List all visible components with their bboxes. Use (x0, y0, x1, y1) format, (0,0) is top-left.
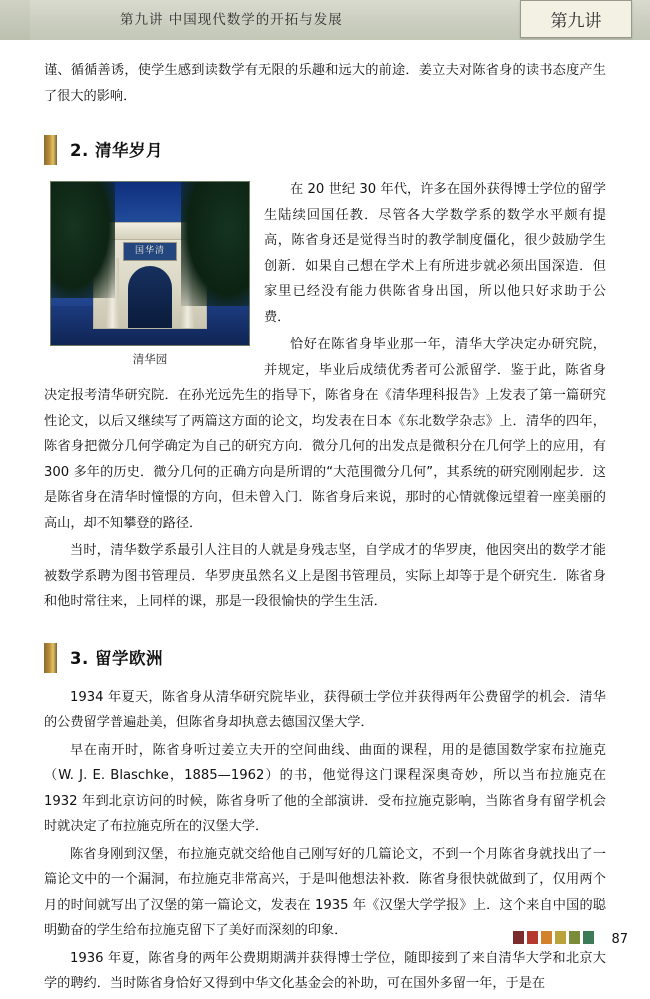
section-number-2: 2. (70, 141, 89, 160)
chapter-stamp-text: 第九讲 (550, 11, 602, 32)
section-2-paragraph-1: 在 20 世纪 30 年代，许多在国外获得博士学位的留学生陆续回国任教．尽管各大学数学系的数学水平颇有提高，陈省身还是觉得当时的教学制度僵化，很少鼓励学生创新．如果自己想在学术上有所进步就必须出国深造．但家里已经没有能力供陈省身出国，所以他只好求助于公费． (264, 182, 606, 325)
footer-color-swatches (513, 931, 594, 944)
section-name-2: 清华岁月 (95, 141, 163, 160)
figure-caption: 清华园 (132, 352, 168, 366)
section-name-3: 留学欧洲 (95, 648, 163, 668)
footer-swatch (527, 931, 538, 944)
footer-swatch (513, 931, 524, 944)
figure-tree-left (50, 181, 115, 298)
figure-tsinghua-garden (50, 181, 250, 367)
section-3-paragraph-4: 1936 年夏，陈省身的两年公费期期满并获得博士学位，随即接到了来自清华大学和北京大学的聘约．当时陈省身恰好又得到中华文化基金会的补助，可在国外多留一年，于是在 (44, 950, 606, 991)
section-title-3 (70, 645, 163, 669)
section-3-paragraph-3: 陈省身刚到汉堡，布拉施克就交给他自己刚写好的几篇论文，不到一个月陈省身就找出了一篇论文中的一个漏洞，布拉施克非常高兴，于是叫他想法补救．陈省身很快就做到了，仅用两个月的时间就写出了汉堡的第一篇论文，发表在 1935 年《汉堡大学学报》上．这个来自中国的聪明勤奋的学生给布拉施克留下了美好而深刻的印象． (44, 846, 606, 938)
intro-paragraph: 谨、循循善诱，使学生感到读数学有无限的乐趣和远大的前途．姜立夫对陈省身的读书态度产生了很大的影响． (44, 63, 606, 104)
section-2-paragraph-2: 恰好在陈省身毕业那一年，清华大学决定办研究院，并规定，毕业后成绩优秀者可公派留学．鉴于此，陈省身决定报考清华研究院．在孙光远先生的指导下，陈省身在《清华理科报告》上发表了第一篇研究性论文，以后又继续写了两篇这方面的论文，均发表在日本《东北数学杂志》上．清华的四年，陈省身把微分几何学确定为自己的研究方向．微分几何的出发点是微积分在几何学上的应用，有 300 多年的历史．微分几何的正确方向是所谓的“大范围微分几何”，其系统的研究刚刚起步．这是陈省身在清华时憧憬的方向，但未曾入门．陈省身后来说，那时的心情就像远望着一座美丽的高山，却不知攀登的路径． (44, 337, 606, 531)
footer-swatch (555, 931, 566, 944)
page-number: 87 (611, 932, 628, 947)
section-2-paragraph-3: 当时，清华数学系最引人注目的人就是身残志坚，自学成才的华罗庚，他因突出的数学才能被数学系聘为图书管理员．华罗庚虽然名义上是图书管理员，实际上却等于是个研究生．陈省身和他时常往来，上同样的课，那是一段很愉快的学生生活． (44, 543, 606, 609)
chapter-stamp-box (520, 0, 632, 38)
section-2-body (44, 177, 606, 617)
section-accent-bar (44, 135, 57, 165)
page-footer (0, 924, 650, 950)
section-3-paragraph-2: 早在南开时，陈省身听过姜立夫开的空间曲线、曲面的课程，用的是德国数学家布拉施克（W. J. E. Blaschke，1885—1962）的书，他觉得这门课程深奥奇妙，所以当布拉施克在 1932 年到北京访问的时候，陈省身听了他的全部演讲．受布拉施克影响，当陈省身有留学机会时就决定了布拉施克所在的汉堡大学． (44, 742, 606, 834)
footer-swatch (569, 931, 580, 944)
footer-swatch (583, 931, 594, 944)
figure-archway (128, 266, 172, 328)
section-heading-3 (44, 643, 606, 673)
footer-swatch (541, 931, 552, 944)
figure-gate-plaque: 国华清 (123, 242, 177, 261)
section-heading-2 (44, 135, 606, 165)
page-content (44, 58, 606, 999)
section-title-2 (70, 137, 163, 161)
section-accent-bar (44, 643, 57, 673)
section-3-paragraph-1: 1934 年夏天，陈省身从清华研究院毕业，获得硕士学位并获得两年公费留学的机会．清华的公费留学普遍赴美，但陈省身却执意去德国汉堡大学． (44, 689, 606, 730)
section-number-3: 3. (70, 648, 89, 668)
figure-image (50, 181, 250, 346)
header-left-strip (0, 0, 30, 40)
header-chapter-title: 第九讲 中国现代数学的开拓与发展 (120, 12, 343, 28)
page-header (0, 0, 650, 41)
page-body (0, 40, 650, 991)
figure-tree-right (181, 181, 250, 306)
